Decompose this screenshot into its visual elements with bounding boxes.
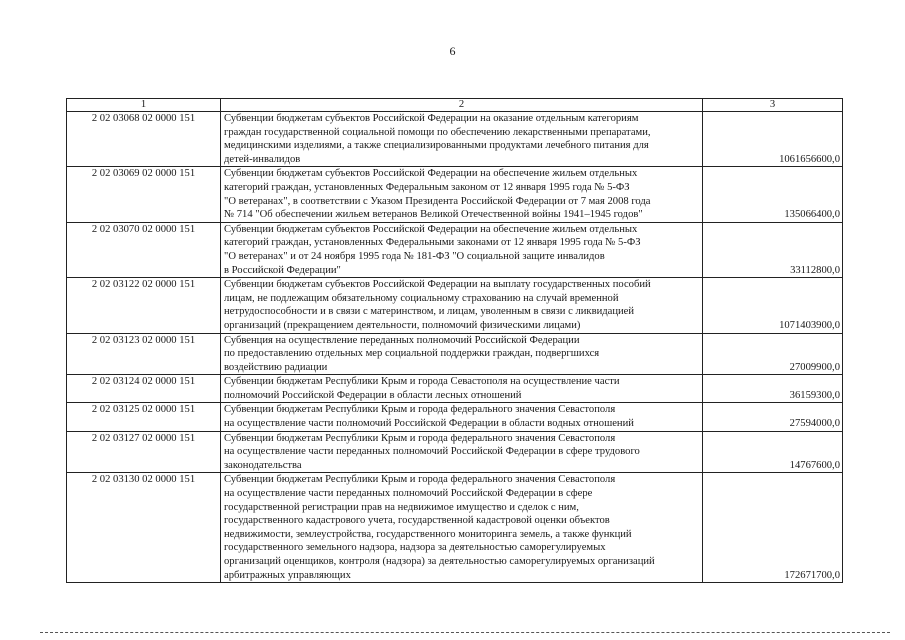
budget-code-cell: 2 02 03069 02 0000 151 [67,167,221,222]
table-row [67,112,843,167]
description-line: "О ветеранах" и от 24 ноября 1995 года № 181-ФЗ "О социальной защите инвалидов [224,250,605,262]
budget-code-cell: 2 02 03124 02 0000 151 [67,375,221,403]
page-number: 6 [449,44,456,58]
budget-code-cell: 2 02 03123 02 0000 151 [67,333,221,375]
description-cell [221,112,703,167]
table-row [67,278,843,333]
budget-code-cell: 2 02 03068 02 0000 151 [67,112,221,167]
description-line: законодательства [224,459,302,471]
amount-cell: 135066400,0 [703,167,843,222]
footer-rule [40,632,890,633]
budget-code-cell: 2 02 03127 02 0000 151 [67,431,221,473]
table-row [67,167,843,222]
description-line: Субвенции бюджетам Республики Крым и города федерального значения Севастополя [224,474,616,486]
description-line: Субвенции бюджетам субъектов Российской Федерации на обеспечение жильем отдельных [224,168,638,180]
description-line: государственной регистрации прав на недвижимое имущество и сделок с ним, [224,501,579,513]
description-line: организаций (прекращением деятельности, полномочий физическими лицами) [224,319,581,331]
description-line: арбитражных управляющих [224,569,351,581]
description-line: граждан государственной социальной помощи по обеспечению лекарственными препаратами, [224,126,651,138]
budget-code-cell: 2 02 03122 02 0000 151 [67,278,221,333]
budget-code-cell: 2 02 03125 02 0000 151 [67,403,221,431]
description-line: Субвенция на осуществление переданных полномочий Российской Федерации [224,334,580,346]
header-row [67,99,843,112]
description-cell [221,167,703,222]
description-line: детей-инвалидов [224,153,301,165]
description-line: Субвенции бюджетам субъектов Российской Федерации на оказание отдельным категориям [224,113,639,124]
table-row [67,333,843,375]
budget-code-cell: 2 02 03130 02 0000 151 [67,473,221,583]
description-cell [221,278,703,333]
budget-code-cell: 2 02 03070 02 0000 151 [67,222,221,277]
description-cell [221,431,703,473]
description-line: по предоставлению отдельных мер социальной поддержки граждан, подвергшихся [224,348,600,360]
description-line: категорий граждан, установленных Федеральным законом от 12 января 1995 года № 5-ФЗ [224,181,630,193]
description-line: на осуществление части переданных полномочий Российской Федерации в сфере трудового [224,446,640,458]
table-row [67,222,843,277]
amount-cell: 27009900,0 [703,333,843,375]
description-line: в Российской Федерации" [224,264,341,276]
description-line: Субвенции бюджетам Республики Крым и города Севастополя на осуществление части [224,376,620,388]
table-body [67,112,843,583]
description-line: организаций оценщиков, контроля (надзора) за деятельностью саморегулируемых организаций [224,556,655,567]
amount-cell: 172671700,0 [703,473,843,583]
table-row [67,403,843,431]
description-cell [221,403,703,431]
amount-cell: 1071403900,0 [703,278,843,333]
description-line: Субвенции бюджетам субъектов Российской Федерации на выплату государственных пособий [224,279,651,291]
description-line: № 714 "Об обеспечении жильем ветеранов Великой Отечественной войны 1941–1945 годов" [224,209,643,221]
description-line: государственного кадастрового учета, государственной кадастровой оценки объектов [224,515,610,527]
description-cell [221,222,703,277]
description-line: категорий граждан, установленных Федеральными законами от 12 января 1995 года № 5-ФЗ [224,237,641,249]
amount-cell: 1061656600,0 [703,112,843,167]
table-row [67,473,843,583]
description-line: на осуществление части переданных полномочий Российской Федерации в сфере [224,488,593,500]
description-line: Субвенции бюджетам субъектов Российской Федерации на обеспечение жильем отдельных [224,223,638,235]
description-line: государственного земельного надзора, надзора за деятельностью саморегулируемых [224,542,606,554]
budget-table [66,98,843,583]
description-line: недвижимости, землеустройства, государственного мониторинга земель, а также функций [224,528,632,540]
description-line: лицам, не подлежащим обязательному социальному страхованию на случай временной [224,292,619,304]
description-line: на осуществление части полномочий Российской Федерации в области водных отношений [224,418,634,430]
header-col-code: 1 [67,99,221,112]
header-col-description: 2 [221,99,703,112]
amount-cell: 33112800,0 [703,222,843,277]
description-line: воздействию радиации [224,361,328,373]
table-row [67,431,843,473]
description-line: полномочий Российской Федерации в области лесных отношений [224,389,522,401]
description-cell [221,375,703,403]
header-col-amount: 3 [703,99,843,112]
description-cell [221,333,703,375]
amount-cell: 36159300,0 [703,375,843,403]
amount-cell: 27594000,0 [703,403,843,431]
description-line: медицинскими изделиями, а также специализированными продуктами лечебного питания для [224,140,649,152]
description-line: Субвенции бюджетам Республики Крым и города федерального значения Севастополя [224,404,616,416]
description-line: Субвенции бюджетам Республики Крым и города федерального значения Севастополя [224,432,616,444]
description-line: нетрудоспособности и в связи с материнством, и лицам, уволенным в связи с ликвидацией [224,306,635,318]
table-row [67,375,843,403]
description-line: "О ветеранах", в соответствии с Указом Президента Российской Федерации от 7 мая 2008 года [224,195,651,207]
amount-cell: 14767600,0 [703,431,843,473]
description-cell [221,473,703,583]
